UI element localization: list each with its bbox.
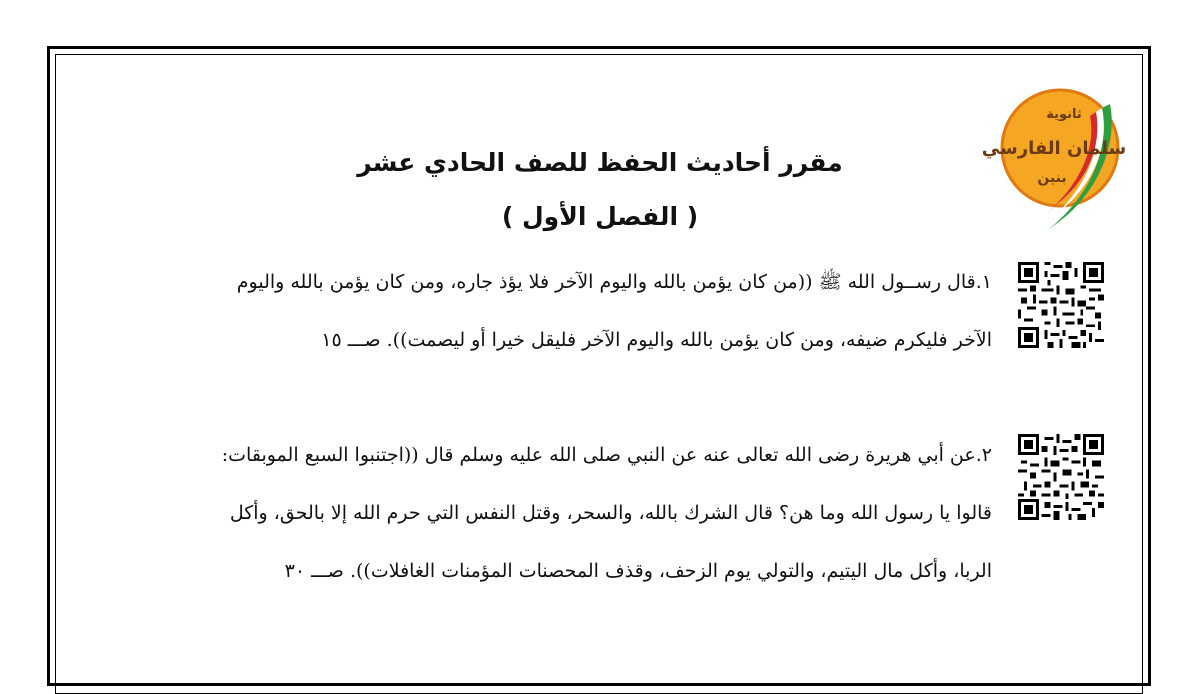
school-logo — [981, 84, 1127, 234]
logo-top-text: ثانوية — [1046, 107, 1082, 122]
qr-code-hadith-2[interactable] — [1018, 434, 1104, 520]
hadith-2-line-3: الربا، وأكل مال اليتيم، والتولي يوم الزحف، وقذف المحصنات المؤمنات الغافلات)). صـــ ٣٠ — [284, 560, 992, 582]
hadith-1-line-1: ١.قال رســول الله ﷺ ((من كان يؤمن بالله واليوم الآخر فلا يؤذ جاره، ومن كان يؤمن بالله واليوم — [236, 271, 992, 293]
hadith-2 — [80, 426, 992, 600]
hadith-1 — [80, 253, 992, 369]
hadith-1-number: ١. — [975, 271, 992, 293]
hadith-2-line-1: ٢.عن أبي هريرة رضى الله تعالى عنه عن النبي صلى الله عليه وسلم قال ((اجتنبوا السبع الموبقات: — [221, 444, 992, 466]
qr-code-hadith-1[interactable] — [1018, 262, 1104, 348]
hadith-1-line-2: الآخر فليكرم ضيفه، ومن كان يؤمن بالله واليوم الآخر فليقل خيرا أو ليصمت)). صـــ ١٥ — [321, 329, 992, 351]
hadith-2-number: ٢. — [975, 444, 992, 466]
page-title: مقرر أحاديث الحفظ للصف الحادي عشر — [357, 148, 843, 177]
logo-main-text: سلمان الفارسي — [981, 138, 1127, 159]
hadith-2-line-2: قالوا يا رسول الله وما هن؟ قال الشرك بالله، والسحر، وقتل النفس التي حرم الله إلا بالحق، وأكل — [229, 502, 992, 524]
logo-bottom-text: بنين — [1037, 170, 1067, 186]
page-subtitle: ( الفصل الأول ) — [501, 202, 699, 231]
